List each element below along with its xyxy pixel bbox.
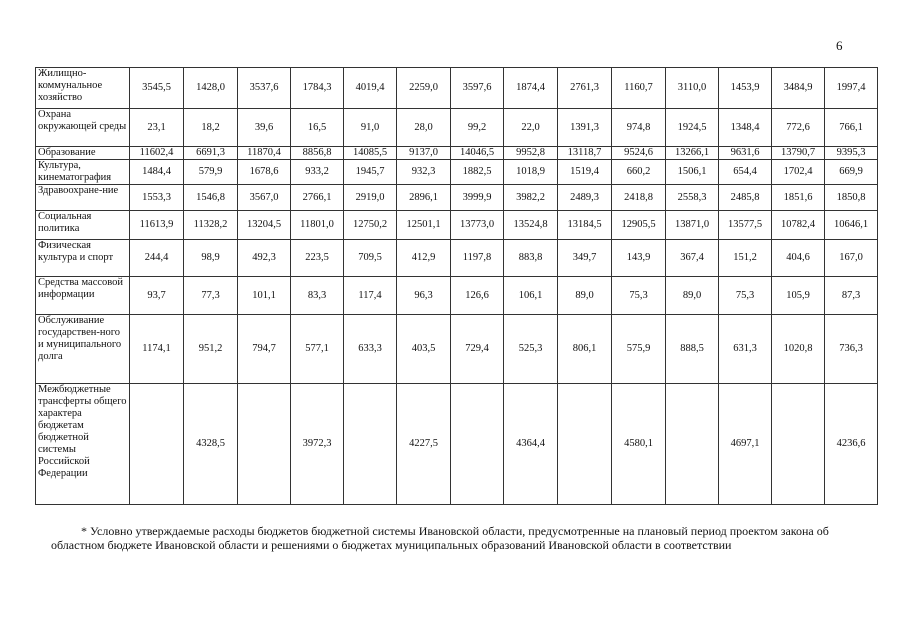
table-row	[36, 68, 878, 109]
table-cell: 143,9	[612, 240, 666, 277]
table-cell: 11602,4	[130, 147, 184, 160]
table-cell: 11613,9	[130, 211, 184, 240]
table-cell: 13118,7	[558, 147, 612, 160]
table-cell: 244,4	[130, 240, 184, 277]
table-cell: 1874,4	[504, 68, 558, 109]
table-cell: 3484,9	[772, 68, 825, 109]
row-label: Образование	[36, 147, 130, 160]
table-cell: 87,3	[825, 277, 878, 315]
footnote: * Условно утверждаемые расходы бюджетов бюджетной системы Ивановской области, предусмотренные на плановый период проектом закона об областном бюджете Ивановской области и решениями о бюджетах муниципальных образований Ивановской области в соответствии	[51, 524, 829, 552]
table-row	[36, 160, 878, 185]
table-cell: 126,6	[451, 277, 504, 315]
table-cell: 932,3	[397, 160, 451, 185]
table-cell: 9631,6	[719, 147, 772, 160]
table-cell: 9395,3	[825, 147, 878, 160]
table-cell: 2896,1	[397, 185, 451, 211]
table-cell: 2761,3	[558, 68, 612, 109]
table-cell: 1850,8	[825, 185, 878, 211]
table-cell: 2919,0	[344, 185, 397, 211]
table-cell: 1784,3	[291, 68, 344, 109]
table-cell: 3110,0	[666, 68, 719, 109]
table-cell: 729,4	[451, 315, 504, 384]
table-cell: 13266,1	[666, 147, 719, 160]
table-cell: 974,8	[612, 109, 666, 147]
row-label: Социальная политика	[36, 211, 130, 240]
table-cell: 89,0	[666, 277, 719, 315]
table-cell: 1678,6	[238, 160, 291, 185]
table-cell: 1997,4	[825, 68, 878, 109]
table-row	[36, 185, 878, 211]
table-cell	[772, 384, 825, 505]
table-cell: 1160,7	[612, 68, 666, 109]
table-cell: 4236,6	[825, 384, 878, 505]
table-row	[36, 109, 878, 147]
table-cell	[130, 384, 184, 505]
table-cell: 883,8	[504, 240, 558, 277]
table-cell: 1174,1	[130, 315, 184, 384]
table-cell: 1702,4	[772, 160, 825, 185]
page-number: 6	[836, 38, 843, 53]
table-cell: 1484,4	[130, 160, 184, 185]
row-label: Межбюджетные трансферты общего характера бюджетам бюджетной системы Российской Федерации	[36, 384, 130, 505]
table-cell: 492,3	[238, 240, 291, 277]
table-cell: 6691,3	[184, 147, 238, 160]
table-cell: 106,1	[504, 277, 558, 315]
table-cell: 1506,1	[666, 160, 719, 185]
table-cell: 579,9	[184, 160, 238, 185]
row-label: Здравоохране-ние	[36, 185, 130, 211]
table-cell: 709,5	[344, 240, 397, 277]
table-cell: 2259,0	[397, 68, 451, 109]
table-cell: 3545,5	[130, 68, 184, 109]
table-cell: 1197,8	[451, 240, 504, 277]
table-cell: 951,2	[184, 315, 238, 384]
table-cell: 412,9	[397, 240, 451, 277]
table-cell: 101,1	[238, 277, 291, 315]
table-cell: 772,6	[772, 109, 825, 147]
table-cell: 1553,3	[130, 185, 184, 211]
table-cell: 794,7	[238, 315, 291, 384]
table-cell: 1453,9	[719, 68, 772, 109]
table-cell: 1020,8	[772, 315, 825, 384]
table-cell: 98,9	[184, 240, 238, 277]
table-cell: 1546,8	[184, 185, 238, 211]
table-cell: 1018,9	[504, 160, 558, 185]
table-cell: 77,3	[184, 277, 238, 315]
table-cell: 367,4	[666, 240, 719, 277]
table-cell: 3972,3	[291, 384, 344, 505]
table-cell: 2489,3	[558, 185, 612, 211]
table-cell: 1945,7	[344, 160, 397, 185]
row-label: Обслуживание государствен-ного и муниципального долга	[36, 315, 130, 384]
table-cell: 12501,1	[397, 211, 451, 240]
table-cell: 11801,0	[291, 211, 344, 240]
table-cell: 654,4	[719, 160, 772, 185]
row-label: Физическая культура и спорт	[36, 240, 130, 277]
table-cell: 1519,4	[558, 160, 612, 185]
table-cell: 16,5	[291, 109, 344, 147]
table-cell: 3982,2	[504, 185, 558, 211]
table-cell	[238, 384, 291, 505]
table-cell: 11870,4	[238, 147, 291, 160]
table-cell: 660,2	[612, 160, 666, 185]
row-label: Жилищно-коммунальное хозяйство	[36, 68, 130, 109]
table-row	[36, 211, 878, 240]
table-cell: 96,3	[397, 277, 451, 315]
table-cell: 631,3	[719, 315, 772, 384]
table-cell: 151,2	[719, 240, 772, 277]
table-cell: 167,0	[825, 240, 878, 277]
table-cell: 633,3	[344, 315, 397, 384]
table-body	[36, 68, 878, 505]
row-label: Культура, кинематография	[36, 160, 130, 185]
table-cell: 91,0	[344, 109, 397, 147]
table-cell: 4019,4	[344, 68, 397, 109]
table-cell	[558, 384, 612, 505]
table-cell: 13790,7	[772, 147, 825, 160]
table-cell: 14046,5	[451, 147, 504, 160]
table-cell: 12905,5	[612, 211, 666, 240]
table-cell: 4697,1	[719, 384, 772, 505]
table-cell: 575,9	[612, 315, 666, 384]
table-cell: 9524,6	[612, 147, 666, 160]
table-cell: 8856,8	[291, 147, 344, 160]
table-cell: 806,1	[558, 315, 612, 384]
table-cell: 736,3	[825, 315, 878, 384]
table-cell: 1882,5	[451, 160, 504, 185]
table-cell: 83,3	[291, 277, 344, 315]
table-cell: 933,2	[291, 160, 344, 185]
table-row	[36, 315, 878, 384]
table-cell: 23,1	[130, 109, 184, 147]
table-row	[36, 240, 878, 277]
table-cell: 4580,1	[612, 384, 666, 505]
table-cell: 117,4	[344, 277, 397, 315]
table-cell: 1391,3	[558, 109, 612, 147]
table-cell: 18,2	[184, 109, 238, 147]
table-cell: 1428,0	[184, 68, 238, 109]
table-cell: 766,1	[825, 109, 878, 147]
table-cell: 39,6	[238, 109, 291, 147]
table-cell: 2766,1	[291, 185, 344, 211]
table-cell: 223,5	[291, 240, 344, 277]
table-cell: 11328,2	[184, 211, 238, 240]
table-cell: 3597,6	[451, 68, 504, 109]
table-cell: 10782,4	[772, 211, 825, 240]
table-cell: 1851,6	[772, 185, 825, 211]
table-cell: 105,9	[772, 277, 825, 315]
table-cell	[666, 384, 719, 505]
table-cell	[344, 384, 397, 505]
table-cell: 13871,0	[666, 211, 719, 240]
table-cell: 13577,5	[719, 211, 772, 240]
table-cell: 2558,3	[666, 185, 719, 211]
row-label: Средства массовой информации	[36, 277, 130, 315]
table-cell: 13524,8	[504, 211, 558, 240]
table-cell: 3567,0	[238, 185, 291, 211]
table-cell: 403,5	[397, 315, 451, 384]
table-cell	[451, 384, 504, 505]
table-cell: 14085,5	[344, 147, 397, 160]
table-cell: 4364,4	[504, 384, 558, 505]
table-cell: 10646,1	[825, 211, 878, 240]
table-cell: 12750,2	[344, 211, 397, 240]
table-cell: 4328,5	[184, 384, 238, 505]
table-cell: 89,0	[558, 277, 612, 315]
table-cell: 28,0	[397, 109, 451, 147]
table-cell: 525,3	[504, 315, 558, 384]
row-label: Охрана окружающей среды	[36, 109, 130, 147]
table-cell: 669,9	[825, 160, 878, 185]
table-cell: 349,7	[558, 240, 612, 277]
table-cell: 888,5	[666, 315, 719, 384]
table-cell: 2485,8	[719, 185, 772, 211]
table-cell: 4227,5	[397, 384, 451, 505]
table-cell: 99,2	[451, 109, 504, 147]
table-cell: 3999,9	[451, 185, 504, 211]
table-cell: 93,7	[130, 277, 184, 315]
table-cell: 1348,4	[719, 109, 772, 147]
table-cell: 9137,0	[397, 147, 451, 160]
table-cell: 75,3	[612, 277, 666, 315]
table-cell: 75,3	[719, 277, 772, 315]
budget-table	[35, 67, 878, 505]
table-row	[36, 277, 878, 315]
table-cell: 2418,8	[612, 185, 666, 211]
table-cell: 13773,0	[451, 211, 504, 240]
table-row	[36, 384, 878, 505]
table-cell: 13204,5	[238, 211, 291, 240]
table-row	[36, 147, 878, 160]
table-cell: 404,6	[772, 240, 825, 277]
table-cell: 22,0	[504, 109, 558, 147]
table-cell: 3537,6	[238, 68, 291, 109]
table-cell: 1924,5	[666, 109, 719, 147]
table-cell: 13184,5	[558, 211, 612, 240]
table-cell: 9952,8	[504, 147, 558, 160]
table-cell: 577,1	[291, 315, 344, 384]
